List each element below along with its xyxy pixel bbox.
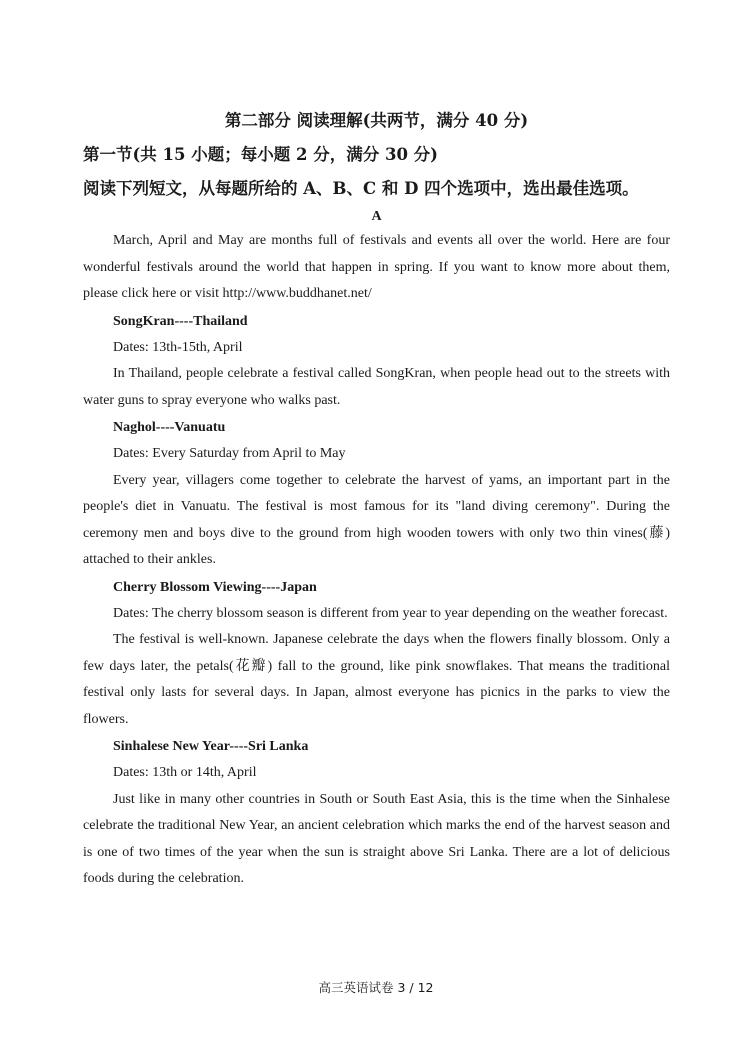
page-footer: 高三英语试卷 3 / 12	[318, 980, 434, 995]
festival-name: SongKran----Thailand	[113, 313, 248, 329]
festival-description: The festival is well-known. Japanese celebrate the days when the flowers finally blossom. Only a few days later, the petals(花瓣) fall to the ground, like pink snowflakes. That means the traditional festival only lasts for several days. In Japan, almost everyone has picnics in the parks to view the flowers.	[83, 632, 670, 727]
intro-paragraph: March, April and May are months full of festivals and events all over the world. Here are four wonderful festivals around the world that happen in spring. If you want to know more about them, please click here or visit http://www.buddhanet.net/	[83, 233, 670, 301]
festival-description: Every year, villagers come together to celebrate the harvest of yams, an important part in the people's diet in Vanuatu. The festival is most famous for its "land diving ceremony". During the ceremony men and boys dive to the ground from high wooden towers with only two thin vines(藤) attached to their ankles.	[83, 472, 670, 567]
instruction: 阅读下列短文，从每题所给的 A、B、C 和 D 四个选项中，选出最佳选项。	[83, 179, 639, 198]
festival-block-naghol	[83, 414, 670, 574]
festival-dates: Dates: 13th-15th, April	[113, 339, 243, 355]
festival-dates: Dates: Every Saturday from April to May	[113, 446, 346, 461]
festival-name: Cherry Blossom Viewing----Japan	[113, 579, 317, 595]
festival-block-sinhalese-new-year	[83, 733, 670, 893]
festival-name: Sinhalese New Year----Sri Lanka	[113, 739, 309, 754]
festival-block-cherry-blossom	[83, 574, 670, 734]
section-title: 第一节(共 15 小题；每小题 2 分，满分 30 分)	[83, 145, 438, 164]
festival-block-songkran	[83, 308, 670, 415]
passage-letter: A	[371, 209, 382, 224]
festival-dates: Dates: The cherry blossom season is different from year to year depending on the weather forecast.	[113, 605, 668, 621]
festival-name: Naghol----Vanuatu	[113, 420, 226, 435]
festival-dates: Dates: 13th or 14th, April	[113, 765, 257, 780]
festival-description: Just like in many other countries in South or South East Asia, this is the time when the Sinhalese celebrate the traditional New Year, an ancient celebration which marks the end of the harvest season and is one of two times of the year when the sun is straight above Sri Lanka. There are a lot of delicious foods during the celebration.	[83, 791, 670, 886]
festival-description: In Thailand, people celebrate a festival called SongKran, when people head out to the streets with water guns to spray everyone who walks past.	[83, 366, 670, 408]
part-title: 第二部分 阅读理解(共两节，满分 40 分)	[224, 111, 529, 130]
